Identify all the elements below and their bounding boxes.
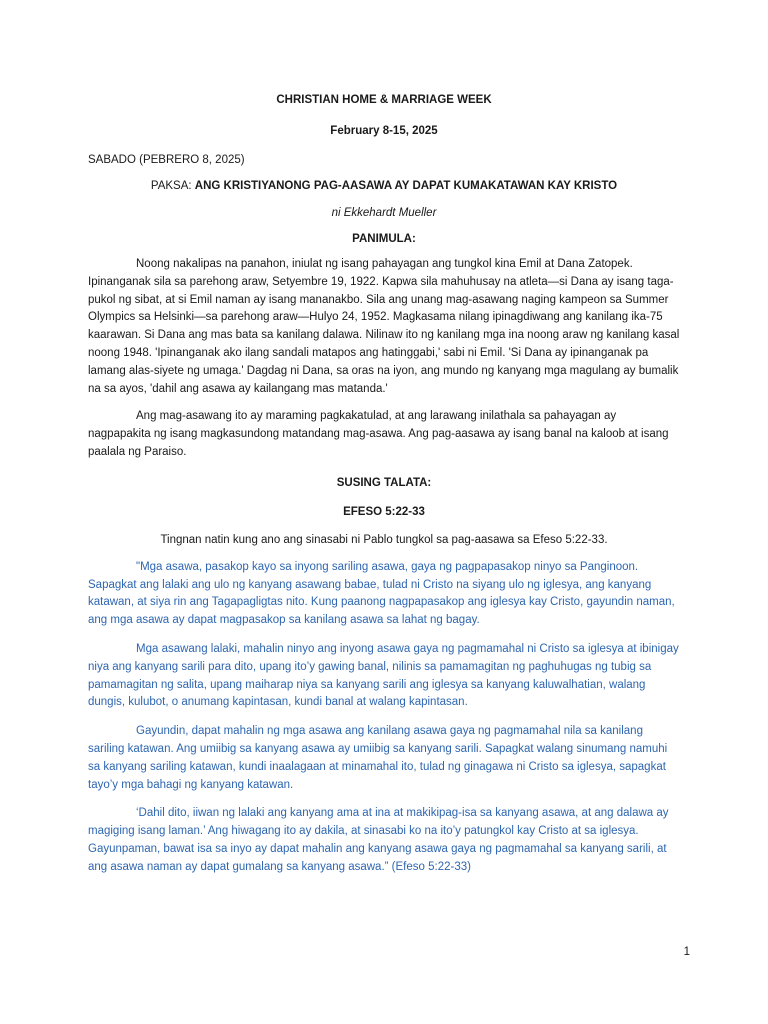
introduction-paragraph: Ang mag-asawang ito ay maraming pagkakatulad, at ang larawang inilathala sa pahayagan ay nagpapakita ng isang magkasundong matandang mag-asawa. Ang pag-aasawa ay isang banal na kaloob at isang paalala ng Paraiso.: [88, 410, 669, 458]
scripture-quote-paragraph: ‘Dahil dito, iiwan ng lalaki ang kanyang ama at ina at makikipag-isa sa kanyang asawa, at ang dalawa ay magiging isang laman.’ Ang hiwagang ito ay dakila, at sinasabi ko na ito’y patungkol kay Cristo at sa iglesya. Gayunpaman, bawat isa sa inyo ay dapat mahalin ang kanyang asawa gaya ng pagmamahal sa kanyang sarili, at ang asawa naman ay dapat gumalang sa kanyang asawa.” (Efeso 5:22-33): [88, 807, 669, 873]
document-page: [88, 92, 680, 877]
event-dates: February 8-15, 2025: [330, 125, 438, 137]
page-number: 1: [683, 946, 690, 958]
topic-label: PAKSA:: [150, 180, 195, 192]
verse-reference: EFESO 5:22-33: [343, 505, 425, 518]
author-byline: ni Ekkehardt Mueller: [331, 207, 437, 219]
introduction-heading: PANIMULA:: [352, 233, 416, 245]
scripture-quote-paragraph: Mga asawang lalaki, mahalin ninyo ang inyong asawa gaya ng pagmamahal ni Cristo sa iglesya at ibinigay niya ang kanyang sarili para dito, upang ito’y gawing banal, nilinis sa pamamagitan ng paghuhugas ng tubig sa pamamagitan ng salita, upang maiharap niya sa kanyang sarili ang iglesya sa kanyang kaluwalhatian, walang dungis, kulubot, o anumang kapintasan, kundi banal at walang kapintasan.: [88, 642, 679, 709]
topic-title: ANG KRISTIYANONG PAG-AASAWA AY DAPAT KUMAKATAWAN KAY KRISTO: [194, 180, 618, 192]
scripture-quote-paragraph: "Mga asawa, pasakop kayo sa inyong sariling asawa, gaya ng pagpapasakop ninyo sa Panginoon. Sapagkat ang lalaki ang ulo ng kanyang asawang babae, tulad ni Cristo na siyang ulo ng iglesya, ang kanyang katawan, at siya rin ang Tagapagligtas nito. Kung paanong nagpapasakop ang iglesya kay Cristo, gayundin naman, ang mga asawa ay dapat magpasakop sa kanilang asawa sa lahat ng bagay.: [88, 560, 675, 627]
day-label: SABADO (PEBRERO 8, 2025): [88, 154, 245, 166]
key-text-heading: SUSING TALATA:: [336, 476, 432, 489]
introduction-paragraph: Noong nakalipas na panahon, iniulat ng isang pahayagan ang tungkol kina Emil at Dana Zatopek. Ipinanganak sila sa parehong araw, Setyembre 19, 1922. Kapwa sila mahuhusay na atleta—si Dana ay isang taga-pukol ng sibat, at si Emil naman ay isang mananakbo. Sila ang unang mag-asawang naging kampeon sa Summer Olympics sa Helsinki—sa parehong araw—Hulyo 24, 1952. Magkasama nilang ipinagdiwang ang kanilang ika-75 kaarawan. Si Dana ang mas bata sa kanilang dalawa. Nilinaw ito ng kanilang mga ina noong araw ng kanilang kasal noong 1948. 'Ipinanganak ako ilang sandali matapos ang hatinggabi,' sabi ni Emil. 'Si Dana ay ipinanganak pa lamang alas-siyete ng umaga.' Dagdag ni Dana, sa oras na iyon, ang mundo ng kanyang mga magulang ay bumalik na sa ayos, 'dahil ang asawa ay kailangang mas matanda.': [88, 258, 680, 395]
key-text-intro: Tingnan natin kung ano ang sinasabi ni Pablo tungkol sa pag-aasawa sa Efeso 5:22-33.: [160, 533, 608, 546]
topic-line: [88, 178, 680, 194]
document-title: CHRISTIAN HOME & MARRIAGE WEEK: [276, 94, 492, 106]
scripture-quote-paragraph: Gayundin, dapat mahalin ng mga asawa ang kanilang asawa gaya ng pagmamahal nila sa kanilang sariling katawan. Ang umiibig sa kanyang asawa ay umiibig sa kanyang sarili. Sapagkat walang sinumang namuhi sa kanyang sariling katawan, kundi inaalagaan at minamahal ito, tulad ng ginagawa ni Cristo sa iglesya, sapagkat tayo’y mga bahagi ng kanyang katawan.: [88, 725, 668, 791]
